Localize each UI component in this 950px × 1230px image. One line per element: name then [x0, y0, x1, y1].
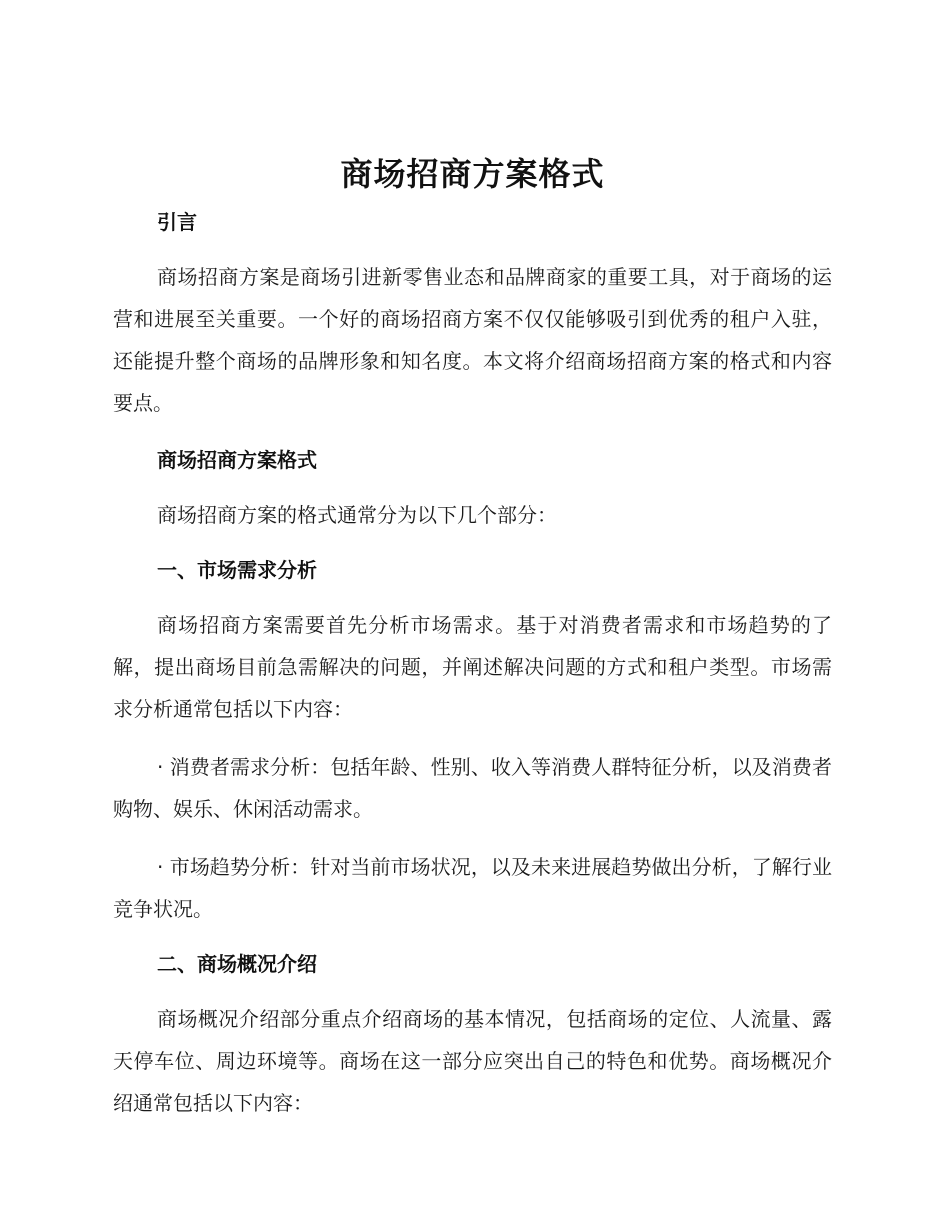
section2-paragraph: 商场概况介绍部分重点介绍商场的基本情况，包括商场的定位、人流量、露天停车位、周边环境等。商场在这一部分应突出自己的特色和优势。商场概况介绍通常包括以下内容：	[113, 1007, 832, 1115]
section1-paragraph: 商场招商方案需要首先分析市场需求。基于对消费者需求和市场趋势的了解，提出商场目前急需解决的问题，并阐述解决问题的方式和租户类型。市场需求分析通常包括以下内容：	[113, 613, 832, 721]
format-heading: 商场招商方案格式	[157, 448, 317, 472]
intro-heading: 引言	[157, 210, 197, 234]
format-paragraph: 商场招商方案的格式通常分为以下几个部分：	[157, 503, 557, 527]
section1-heading: 一、市场需求分析	[157, 558, 317, 582]
document-title: 商场招商方案格式	[340, 155, 605, 193]
section1-bullet-market: · 市场趋势分析：针对当前市场状况，以及未来进展趋势做出分析，了解行业竞争状况。	[113, 855, 832, 921]
section2-heading: 二、商场概况介绍	[157, 952, 317, 976]
intro-paragraph: 商场招商方案是商场引进新零售业态和品牌商家的重要工具，对于商场的运营和进展至关重要。一个好的商场招商方案不仅仅能够吸引到优秀的租户入驻，还能提升整个商场的品牌形象和知名度。本文将介绍商场招商方案的格式和内容要点。	[113, 265, 832, 415]
section1-bullet-consumer: · 消费者需求分析：包括年龄、性别、收入等消费人群特征分析，以及消费者购物、娱乐、休闲活动需求。	[113, 755, 832, 821]
